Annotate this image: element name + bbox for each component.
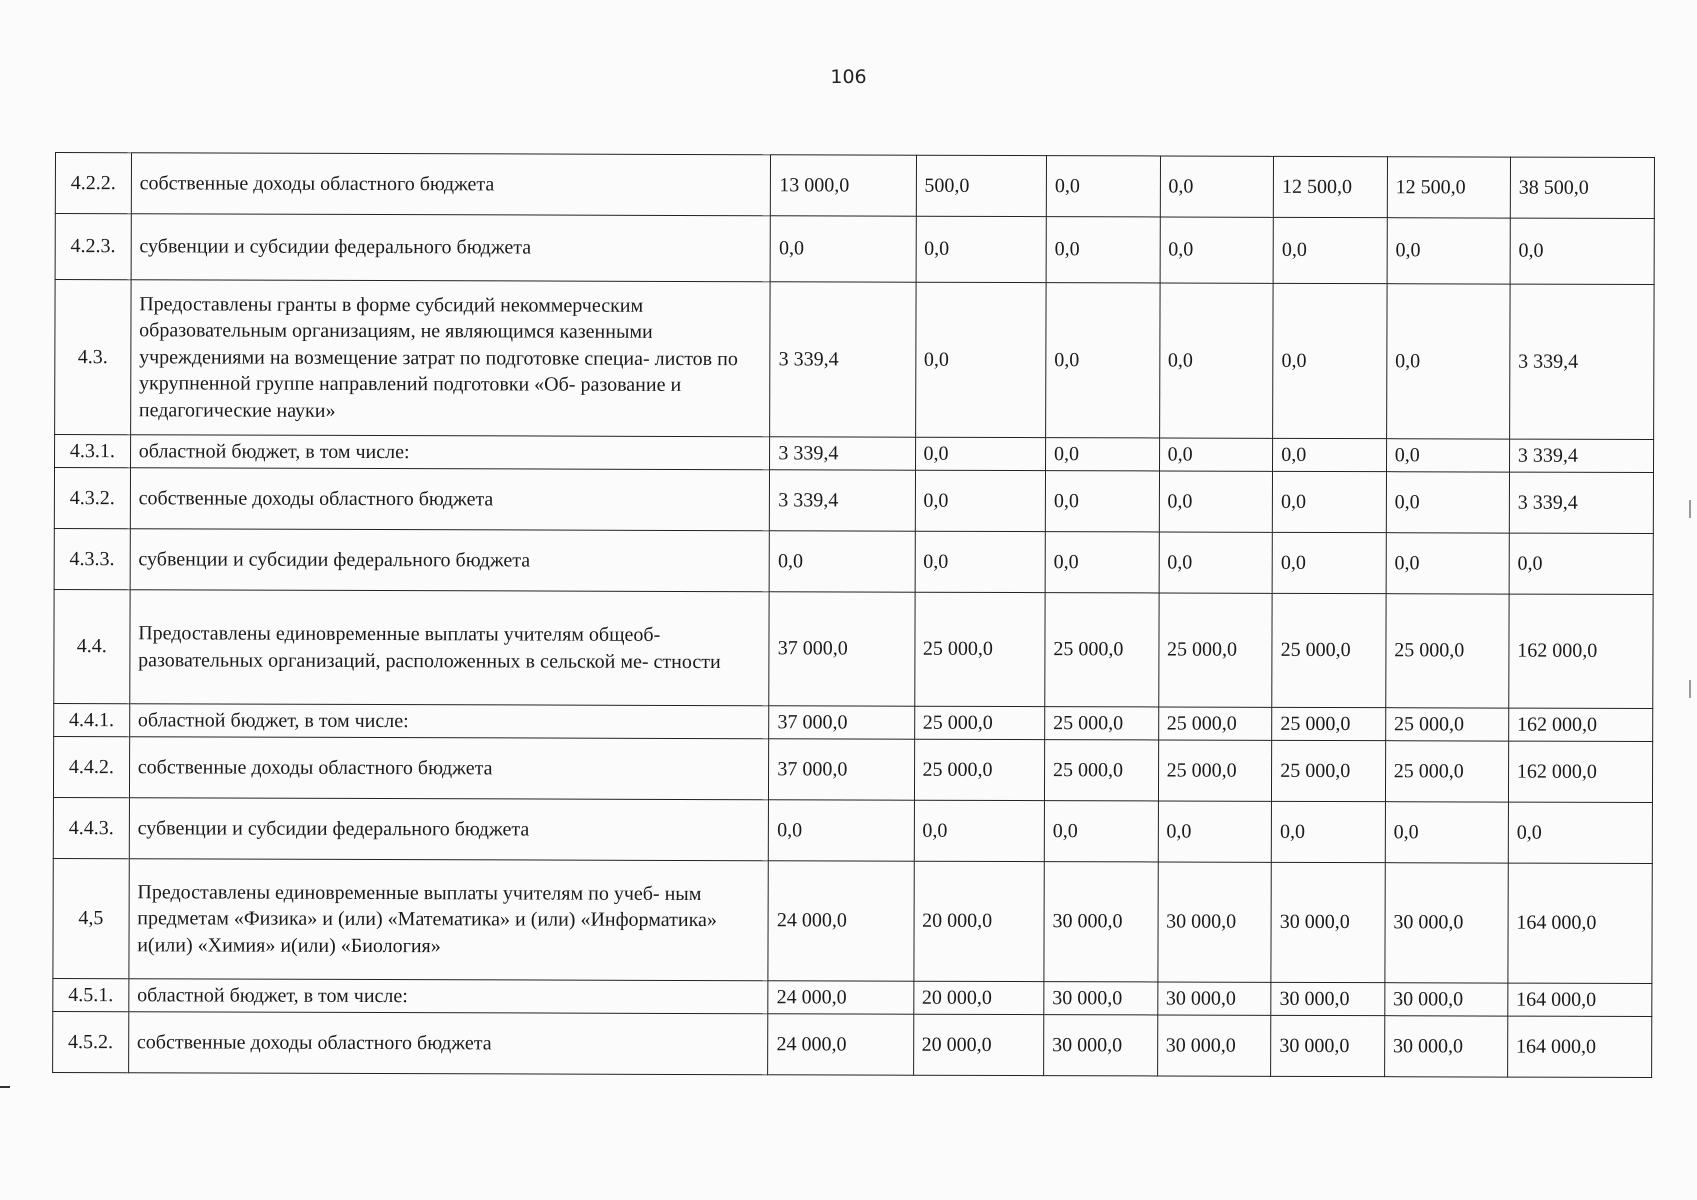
value-cell: 500,0: [916, 155, 1047, 216]
total-cell: 0,0: [1509, 533, 1653, 594]
value-cell: 25 000,0: [1045, 707, 1159, 740]
row-description: Предоставлены гранты в форме субсидий некоммерческим образовательным организациям, не являющимся казенными учреждениями на возмещение затрат по подготовке специа- листов по укрупненной группе направлений подготовки «Об- разование и педагогические науки»: [130, 280, 770, 437]
total-cell: 164 000,0: [1507, 1016, 1651, 1077]
value-cell: 0,0: [769, 800, 914, 861]
value-cell: 12 500,0: [1273, 156, 1387, 217]
row-number: 4.2.2.: [55, 153, 131, 214]
total-cell: 3 339,4: [1509, 439, 1653, 472]
value-cell: 20 000,0: [913, 861, 1044, 981]
table-row: [54, 468, 1653, 534]
table-row: [54, 589, 1653, 708]
value-cell: 0,0: [916, 216, 1047, 282]
value-cell: 37 000,0: [769, 706, 914, 739]
row-description: областной бюджет, в том числе:: [129, 704, 769, 739]
row-description: собственные доходы областного бюджета: [130, 468, 770, 531]
total-cell: 162 000,0: [1509, 708, 1653, 741]
row-number: 4.2.3.: [55, 214, 131, 280]
value-cell: 0,0: [915, 531, 1046, 592]
value-cell: 30 000,0: [1384, 1016, 1507, 1077]
value-cell: 0,0: [1046, 283, 1160, 438]
value-cell: 0,0: [1045, 532, 1159, 593]
total-cell: 164 000,0: [1508, 983, 1652, 1016]
total-cell: 38 500,0: [1510, 157, 1654, 218]
value-cell: 30 000,0: [1271, 1015, 1385, 1076]
value-cell: 0,0: [1045, 471, 1159, 532]
value-cell: 25 000,0: [1272, 740, 1386, 801]
value-cell: 25 000,0: [1385, 708, 1508, 741]
value-cell: 0,0: [1159, 471, 1273, 532]
value-cell: 20 000,0: [913, 981, 1044, 1014]
row-number: 4.5.1.: [53, 978, 129, 1011]
total-cell: 162 000,0: [1509, 594, 1654, 708]
total-cell: 0,0: [1510, 218, 1654, 284]
row-number: 4.3.3.: [54, 528, 130, 589]
value-cell: 25 000,0: [1045, 593, 1159, 707]
row-description: Предоставлены единовременные выплаты учителям по учеб- ным предметам «Физика» и (или) «Математика» и (или) «Информатика» и(или) «Химия» и(или) «Биология»: [129, 859, 769, 981]
row-number: 4.3.1.: [55, 435, 131, 468]
value-cell: 0,0: [914, 800, 1045, 861]
value-cell: 25 000,0: [1044, 740, 1158, 801]
total-cell: 0,0: [1508, 802, 1652, 863]
row-number: 4.4.: [54, 589, 130, 703]
value-cell: 0,0: [1044, 801, 1158, 862]
table-row: [55, 435, 1654, 473]
page-number: 106: [830, 66, 867, 88]
value-cell: 0,0: [915, 470, 1046, 531]
value-cell: 30 000,0: [1157, 862, 1271, 982]
value-cell: 0,0: [1159, 532, 1273, 593]
budget-table: [52, 152, 1655, 1078]
table-row: [53, 797, 1652, 863]
value-cell: 0,0: [1273, 217, 1387, 283]
value-cell: 30 000,0: [1044, 982, 1158, 1015]
value-cell: 0,0: [1387, 218, 1510, 284]
table-row: [54, 528, 1653, 594]
value-cell: 24 000,0: [768, 861, 914, 981]
value-cell: 0,0: [770, 216, 915, 282]
table-row: [55, 214, 1654, 285]
value-cell: 25 000,0: [1158, 707, 1272, 740]
value-cell: 30 000,0: [1271, 982, 1385, 1015]
value-cell: 12 500,0: [1387, 157, 1510, 218]
value-cell: 30 000,0: [1271, 862, 1385, 982]
value-cell: 30 000,0: [1157, 982, 1271, 1015]
value-cell: 0,0: [1386, 439, 1509, 472]
row-description: областной бюджет, в том числе:: [129, 979, 769, 1014]
value-cell: 0,0: [1272, 471, 1386, 532]
table-row: [53, 1011, 1652, 1077]
value-cell: 0,0: [915, 282, 1046, 437]
row-number: 4.3.: [55, 280, 131, 435]
value-cell: 37 000,0: [769, 739, 914, 800]
table-row: [55, 153, 1654, 219]
row-number: 4.4.3.: [53, 797, 129, 858]
table-row: [54, 703, 1653, 741]
value-cell: 0,0: [1046, 217, 1160, 283]
value-cell: 0,0: [1046, 156, 1160, 217]
total-cell: 162 000,0: [1508, 741, 1652, 802]
total-cell: 3 339,4: [1509, 472, 1653, 533]
value-cell: 3 339,4: [770, 282, 916, 437]
value-cell: 0,0: [1045, 438, 1159, 471]
value-cell: 25 000,0: [1272, 593, 1386, 707]
value-cell: 24 000,0: [768, 1014, 913, 1075]
row-description: собственные доходы областного бюджета: [128, 1012, 768, 1075]
value-cell: 25 000,0: [1272, 707, 1386, 740]
total-cell: 164 000,0: [1508, 863, 1653, 983]
value-cell: 0,0: [1158, 801, 1272, 862]
value-cell: 3 339,4: [770, 437, 915, 470]
value-cell: 0,0: [1386, 472, 1509, 533]
value-cell: 24 000,0: [768, 981, 913, 1014]
value-cell: 0,0: [1159, 438, 1273, 471]
row-number: 4.3.2.: [54, 468, 130, 529]
value-cell: 25 000,0: [1386, 594, 1509, 708]
value-cell: 37 000,0: [769, 592, 915, 706]
value-cell: 0,0: [1271, 801, 1385, 862]
value-cell: 25 000,0: [914, 592, 1045, 706]
row-description: субвенции и субсидии федерального бюджета: [131, 214, 771, 282]
value-cell: 25 000,0: [1158, 593, 1272, 707]
value-cell: 0,0: [1273, 438, 1387, 471]
table-row: [55, 280, 1654, 440]
value-cell: 30 000,0: [1157, 1015, 1271, 1076]
row-number: 4.5.2.: [53, 1011, 129, 1072]
margin-mark: [1689, 680, 1691, 698]
row-description: собственные доходы областного бюджета: [131, 153, 771, 216]
row-description: собственные доходы областного бюджета: [129, 737, 769, 800]
value-cell: 0,0: [1386, 284, 1510, 439]
value-cell: 0,0: [1386, 533, 1509, 594]
total-cell: 3 339,4: [1509, 284, 1654, 439]
table-row: [53, 978, 1652, 1016]
margin-mark: [0, 1086, 10, 1088]
value-cell: 30 000,0: [1044, 1015, 1158, 1076]
value-cell: 0,0: [1160, 156, 1274, 217]
row-description: субвенции и субсидии федерального бюджета: [130, 529, 770, 592]
value-cell: 0,0: [915, 437, 1046, 470]
value-cell: 20 000,0: [913, 1014, 1044, 1075]
value-cell: 0,0: [1385, 802, 1508, 863]
value-cell: 0,0: [1159, 283, 1273, 438]
value-cell: 25 000,0: [914, 706, 1045, 739]
margin-mark: [1689, 500, 1691, 518]
row-description: субвенции и субсидии федерального бюджета: [129, 798, 769, 861]
value-cell: 25 000,0: [1385, 741, 1508, 802]
value-cell: 0,0: [1272, 532, 1386, 593]
value-cell: 30 000,0: [1385, 983, 1508, 1016]
row-description: областной бюджет, в том числе:: [130, 435, 770, 470]
table-row: [53, 736, 1652, 802]
row-description: Предоставлены единовременные выплаты учителям общеоб- разовательных организаций, расположенных в сельской ме- стности: [130, 590, 770, 706]
table-row: [53, 858, 1652, 983]
value-cell: 0,0: [769, 531, 914, 592]
value-cell: 30 000,0: [1385, 863, 1508, 983]
value-cell: 30 000,0: [1044, 862, 1158, 982]
row-number: 4.4.2.: [53, 736, 129, 797]
row-number: 4,5: [53, 858, 129, 978]
value-cell: 25 000,0: [914, 739, 1045, 800]
value-cell: 13 000,0: [771, 155, 916, 216]
value-cell: 0,0: [1273, 283, 1387, 438]
value-cell: 25 000,0: [1158, 740, 1272, 801]
value-cell: 3 339,4: [770, 470, 915, 531]
row-number: 4.4.1.: [54, 703, 130, 736]
value-cell: 0,0: [1160, 217, 1274, 283]
